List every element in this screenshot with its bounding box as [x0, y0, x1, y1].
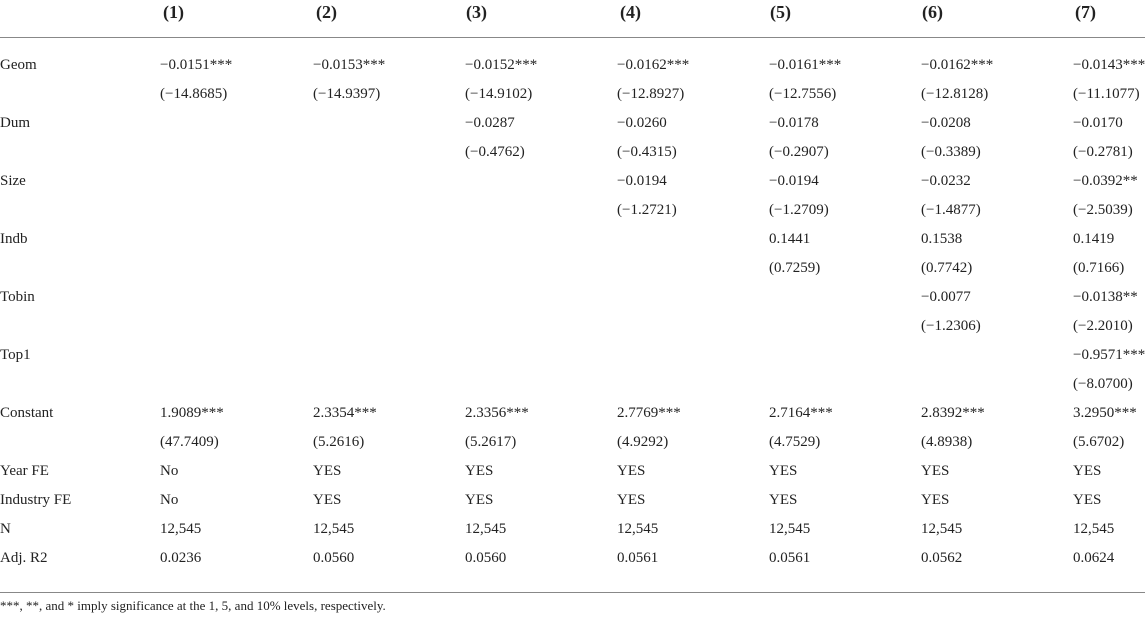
table-cell: 12,545 — [313, 521, 355, 537]
table-cell: 0.0561 — [617, 550, 659, 566]
table-cell: −0.0143*** — [1073, 57, 1145, 73]
table-row — [0, 196, 1145, 225]
table-cell: (0.7742) — [921, 260, 973, 276]
table-cell: −0.0178 — [769, 115, 819, 131]
table-cell: (−12.8927) — [617, 86, 685, 102]
table-cell: 0.1419 — [1073, 231, 1115, 247]
table-row — [0, 51, 1145, 80]
column-header-6: (6) — [922, 2, 943, 22]
column-header-1: (1) — [163, 2, 184, 22]
table-cell: YES — [465, 492, 494, 508]
table-cell: (47.7409) — [160, 434, 219, 450]
table-cell: −0.0162*** — [617, 57, 690, 73]
table-cell: 2.7769*** — [617, 405, 681, 421]
table-row — [0, 457, 1145, 486]
table-cell: 12,545 — [921, 521, 963, 537]
table-cell: −0.0152*** — [465, 57, 538, 73]
table-cell: 12,545 — [465, 521, 507, 537]
column-header-7: (7) — [1075, 2, 1096, 22]
table-cell: (4.8938) — [921, 434, 973, 450]
table-cell: (5.2616) — [313, 434, 365, 450]
row-label: Year FE — [0, 463, 49, 479]
table-cell: YES — [313, 463, 342, 479]
table-row — [0, 515, 1145, 544]
column-header-5: (5) — [770, 2, 791, 22]
table-cell: 0.0560 — [465, 550, 507, 566]
table-cell: No — [160, 463, 179, 479]
table-cell: −0.0194 — [769, 173, 819, 189]
table-cell: −0.0208 — [921, 115, 971, 131]
column-header-3: (3) — [466, 2, 487, 22]
table-cell: (−8.0700) — [1073, 376, 1133, 392]
table-cell: −0.0232 — [921, 173, 971, 189]
table-row — [0, 80, 1145, 109]
top-rule — [0, 37, 1145, 38]
row-label: Dum — [0, 115, 30, 131]
table-cell: (−1.4877) — [921, 202, 981, 218]
table-cell: (0.7166) — [1073, 260, 1125, 276]
table-row — [0, 167, 1145, 196]
table-cell: −0.9571*** — [1073, 347, 1145, 363]
table-cell: 2.3356*** — [465, 405, 529, 421]
table-cell: 12,545 — [617, 521, 659, 537]
column-header-4: (4) — [620, 2, 641, 22]
table-cell: 12,545 — [1073, 521, 1115, 537]
table-cell: −0.0392** — [1073, 173, 1138, 189]
table-row — [0, 283, 1145, 312]
table-cell: (−1.2306) — [921, 318, 981, 334]
row-label: N — [0, 521, 11, 537]
table-cell: (5.6702) — [1073, 434, 1125, 450]
table-cell: 12,545 — [160, 521, 202, 537]
table-cell: 0.0624 — [1073, 550, 1115, 566]
row-label: Tobin — [0, 289, 35, 305]
table-cell: 3.2950*** — [1073, 405, 1137, 421]
row-label: Adj. R2 — [0, 550, 48, 566]
table-row — [0, 486, 1145, 515]
table-cell: 12,545 — [769, 521, 811, 537]
table-cell: (−11.1077) — [1073, 86, 1140, 102]
table-cell: (−14.9102) — [465, 86, 533, 102]
column-header-2: (2) — [316, 2, 337, 22]
bottom-rule — [0, 592, 1145, 593]
table-cell: YES — [313, 492, 342, 508]
table-cell: (−2.2010) — [1073, 318, 1133, 334]
table-cell: YES — [769, 492, 798, 508]
table-cell: YES — [1073, 463, 1102, 479]
table-cell: YES — [1073, 492, 1102, 508]
table-cell: −0.0194 — [617, 173, 667, 189]
table-cell: −0.0260 — [617, 115, 667, 131]
table-cell: −0.0161*** — [769, 57, 842, 73]
row-label: Constant — [0, 405, 54, 421]
table-cell: (−0.3389) — [921, 144, 981, 160]
table-cell: YES — [617, 463, 646, 479]
table-cell: (−1.2721) — [617, 202, 677, 218]
table-cell: 0.0560 — [313, 550, 355, 566]
table-row — [0, 399, 1145, 428]
table-cell: −0.0153*** — [313, 57, 386, 73]
table-cell: (4.7529) — [769, 434, 821, 450]
table-cell: (0.7259) — [769, 260, 821, 276]
table-cell: (5.2617) — [465, 434, 517, 450]
table-cell: YES — [769, 463, 798, 479]
table-cell: 2.3354*** — [313, 405, 377, 421]
table-cell: 0.0561 — [769, 550, 811, 566]
table-note: ***, **, and * imply significance at the 1, 5, and 10% levels, respectively. — [0, 598, 386, 613]
row-label: Top1 — [0, 347, 31, 363]
row-label: Indb — [0, 231, 28, 247]
table-cell: −0.0077 — [921, 289, 971, 305]
row-label: Size — [0, 173, 26, 189]
table-cell: (−2.5039) — [1073, 202, 1133, 218]
row-label: Industry FE — [0, 492, 72, 508]
table-cell: (−0.4762) — [465, 144, 525, 160]
table-cell: 2.7164*** — [769, 405, 833, 421]
table-cell: (4.9292) — [617, 434, 669, 450]
table-row — [0, 428, 1145, 457]
table-cell: YES — [465, 463, 494, 479]
table-row — [0, 341, 1145, 370]
table-cell: (−0.4315) — [617, 144, 677, 160]
table-cell: −0.0287 — [465, 115, 515, 131]
table-row — [0, 254, 1145, 283]
table-cell: (−1.2709) — [769, 202, 829, 218]
table-cell: −0.0162*** — [921, 57, 994, 73]
table-row — [0, 544, 1145, 573]
table-cell: −0.0170 — [1073, 115, 1123, 131]
table-cell: (−14.9397) — [313, 86, 381, 102]
table-cell: (−0.2781) — [1073, 144, 1133, 160]
table-cell: 0.1538 — [921, 231, 963, 247]
table-cell: YES — [921, 492, 950, 508]
table-cell: −0.0138** — [1073, 289, 1138, 305]
table-row — [0, 109, 1145, 138]
table-cell: No — [160, 492, 179, 508]
table-cell: 1.9089*** — [160, 405, 224, 421]
table-row — [0, 312, 1145, 341]
table-cell: −0.0151*** — [160, 57, 233, 73]
row-label: Geom — [0, 57, 37, 73]
table-cell: 2.8392*** — [921, 405, 985, 421]
table-cell: YES — [921, 463, 950, 479]
table-row — [0, 225, 1145, 254]
table-cell: (−0.2907) — [769, 144, 829, 160]
table-cell: (−12.8128) — [921, 86, 989, 102]
table-cell: 0.0236 — [160, 550, 202, 566]
table-cell: 0.0562 — [921, 550, 963, 566]
table-cell: (−14.8685) — [160, 86, 228, 102]
table-row — [0, 138, 1145, 167]
table-cell: 0.1441 — [769, 231, 811, 247]
table-row — [0, 370, 1145, 399]
table-cell: YES — [617, 492, 646, 508]
table-cell: (−12.7556) — [769, 86, 837, 102]
table-header — [0, 0, 1145, 30]
